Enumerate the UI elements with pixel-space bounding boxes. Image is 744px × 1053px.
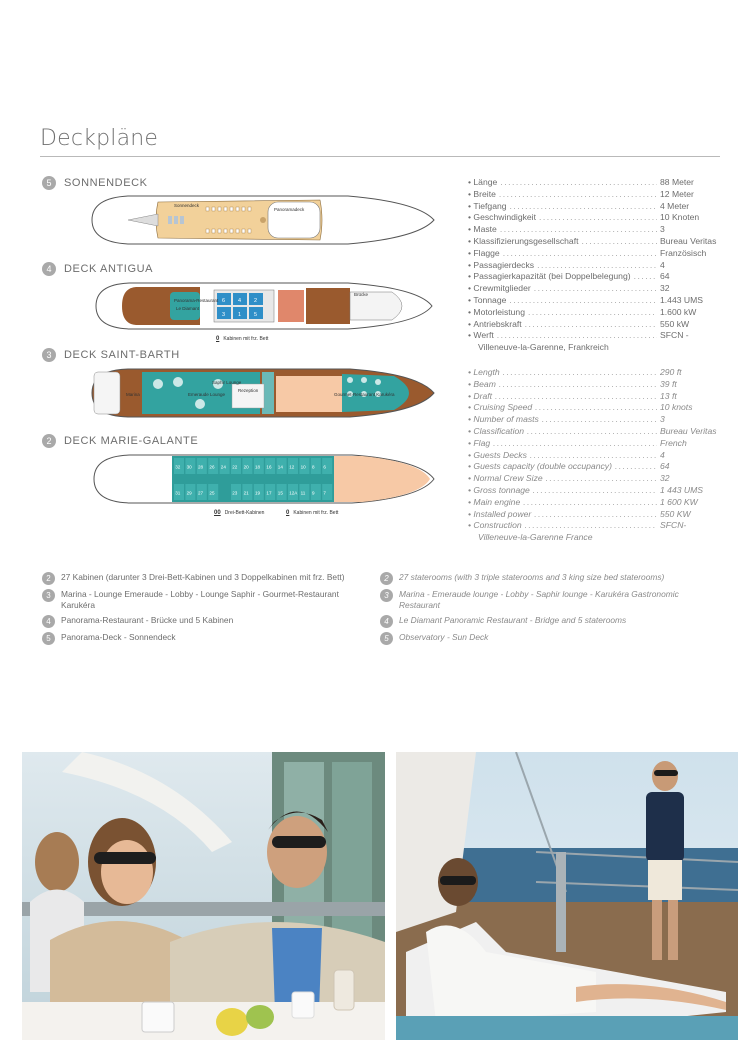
cabin-number: 12A: [289, 490, 298, 496]
spec-row: • Length ..... 290 ft: [468, 367, 720, 379]
spec-leader-dots: [499, 189, 657, 201]
deck-legend-english: [380, 572, 710, 649]
spec-row: • Guests Decks ..... 4: [468, 450, 720, 462]
spec-row: • Normal Crew Size ..... 32: [468, 473, 720, 485]
cabin-number: 9: [312, 490, 315, 496]
cabin-number: 30: [186, 464, 192, 470]
legend-text: Marina - Lounge Emeraude - Lobby - Lounge Saphir - Gourmet-Restaurant Karukéra: [61, 589, 339, 610]
deck4-legend: [216, 336, 268, 342]
spec-value: 550 KW: [660, 508, 691, 519]
legend-item: [380, 632, 710, 645]
spec-value: 64: [660, 271, 670, 282]
legend-deck-number: 3: [42, 589, 55, 602]
deck-number-badge: 4: [42, 262, 56, 276]
saphir-lounge-label: Saphir Lounge: [212, 380, 242, 385]
panorama-restaurant-label: Panorama-Restaurant: [174, 298, 219, 303]
spec-row: • Main engine ..... 1 600 KW: [468, 497, 720, 509]
spec-leader-dots: [525, 520, 657, 532]
spec-value: French: [660, 437, 687, 448]
legend-item: [42, 615, 358, 628]
spec-leader-dots: [615, 461, 657, 473]
spec-leader-dots: [530, 450, 657, 462]
spec-leader-dots: [499, 379, 657, 391]
spec-row: • Draft ..... 13 ft: [468, 391, 720, 403]
spec-value: 290 ft: [660, 367, 682, 377]
spec-value: Bureau Veritas: [660, 425, 717, 436]
reception-label: Rezeption: [238, 388, 259, 393]
legend-mark: 00: [214, 510, 221, 516]
legend-text: Le Diamant Panoramic Restaurant - Bridge and 5 staterooms: [399, 615, 627, 625]
deck-number-badge: 2: [42, 434, 56, 448]
cabin-number: 20: [243, 464, 249, 470]
cabin-number: 29: [186, 490, 192, 496]
spec-row: • Construction ..... SFCN-: [468, 520, 720, 532]
deck-name: SONNENDECK: [64, 177, 148, 189]
cabin-number: 12: [289, 464, 295, 470]
spec-label: Passagierkapazität (bei Doppelbelegung): [473, 271, 631, 282]
spec-row: • Gross tonnage ..... 1 443 UMS: [468, 485, 720, 497]
spec-leader-dots: [525, 319, 657, 331]
cabin-number: 16: [266, 464, 272, 470]
spec-value: 4: [660, 259, 665, 270]
deck-legend-german: [42, 572, 358, 649]
cabin-number: 2: [254, 298, 258, 304]
cabin-number: 26: [209, 464, 215, 470]
spec-value: SFCN -: [660, 330, 689, 341]
legend-mark: 0: [216, 336, 220, 342]
spec-value: 1 443 UMS: [660, 484, 703, 495]
spec-leader-dots: [510, 201, 657, 213]
cabin-number: 19: [255, 490, 261, 496]
spec-label: Guests Decks: [473, 449, 527, 460]
spec-label: Passagierdecks: [473, 259, 535, 270]
cabin-number: 15: [277, 490, 283, 496]
spec-leader-dots: [527, 426, 657, 438]
spec-leader-dots: [509, 295, 657, 307]
spec-value: SFCN-: [660, 520, 687, 531]
spec-leader-dots: [546, 473, 657, 485]
spec-leader-dots: [497, 330, 657, 342]
spec-label: Construction: [473, 520, 522, 531]
spec-row: • Flag ..... French: [468, 438, 720, 450]
spec-value: 1 600 KW: [660, 496, 698, 507]
gourmet-restaurant-label: Gourmet-Restaurant Karukéra: [334, 392, 395, 397]
spec-row: • Werft ..... SFCN -: [468, 330, 720, 342]
spec-row: • Motorleistung ..... 1.600 kW: [468, 307, 720, 319]
cabin-number: 21: [243, 490, 249, 496]
spec-row: • Maste ..... 3: [468, 224, 720, 236]
spec-value: 88 Meter: [660, 177, 694, 187]
emeraude-lounge-label: Emeraude Lounge: [188, 392, 226, 397]
cabin-number: 6: [323, 464, 326, 470]
panoramadeck-label: Panoramadeck: [274, 207, 305, 212]
legend-text: Panorama-Deck - Sonnendeck: [61, 632, 176, 642]
legend-deck-number: 4: [380, 615, 393, 628]
spec-value: 13 ft: [660, 390, 677, 401]
deck-name: DECK SAINT-BARTH: [64, 349, 180, 361]
spec-row: • Geschwindigkeit ..... 10 Knoten: [468, 212, 720, 224]
spec-row: • Cruising Speed ..... 10 knots: [468, 402, 720, 414]
spec-value: 4 Meter: [660, 200, 690, 211]
deck-number-badge: 5: [42, 176, 56, 190]
specs-german: [468, 177, 720, 354]
spec-row: • Tonnage ..... 1.443 UMS: [468, 295, 720, 307]
spec-label: Cruising Speed: [473, 402, 533, 413]
spec-value: Französisch: [660, 247, 707, 258]
spec-leader-dots: [493, 438, 657, 450]
spec-row: • Crewmitglieder ..... 32: [468, 283, 720, 295]
spec-continuation: Villeneuve-la-Garenne, Frankreich: [478, 342, 609, 353]
spec-value: 12 Meter: [660, 188, 694, 199]
spec-row: • Classification ..... Bureau Veritas: [468, 426, 720, 438]
deck-plan-marie-galante: [90, 452, 436, 506]
legend-item: [42, 589, 358, 611]
deck-heading-5: [42, 176, 148, 190]
spec-leader-dots: [582, 236, 658, 248]
photo-couple-dining: [22, 752, 385, 1040]
legend-deck-number: 5: [380, 632, 393, 645]
legend-deck-number: 5: [42, 632, 55, 645]
deck-heading-2: [42, 434, 198, 448]
spec-row: • Klassifizierungsgesellschaft ..... Bureau Veritas: [468, 236, 720, 248]
spec-label: Normal Crew Size: [473, 473, 543, 484]
deck-heading-4: [42, 262, 153, 276]
cabin-number: 28: [198, 464, 204, 470]
spec-label: Antriebskraft: [473, 318, 522, 329]
deck-heading-3: [42, 348, 180, 362]
cabin-number: 23: [232, 490, 238, 496]
cabin-number: 1: [238, 312, 242, 318]
spec-label: Installed power: [473, 508, 532, 519]
page-title: Deckpläne: [40, 126, 159, 151]
spec-leader-dots: [523, 497, 657, 509]
title-divider: [40, 156, 720, 157]
legend-text: 27 staterooms (with 3 triple staterooms and 3 king size bed staterooms): [399, 572, 665, 582]
deck2-legend-french-bed: [286, 510, 338, 516]
spec-label: Flagge: [473, 247, 500, 258]
spec-label: Werft: [473, 330, 494, 341]
spec-row: • Guests capacity (double occupancy) ..... 64: [468, 461, 720, 473]
spec-value: 32: [660, 473, 670, 484]
cabin-number: 3: [222, 312, 226, 318]
spec-row: • Flagge ..... Französisch: [468, 248, 720, 260]
cabin-number: 10: [300, 464, 306, 470]
spec-label: Number of masts: [473, 414, 539, 425]
spec-value: 64: [660, 461, 670, 472]
spec-label: Length: [473, 367, 500, 377]
legend-text: 27 Kabinen (darunter 3 Drei-Bett-Kabinen und 3 Doppelkabinen mit frz. Bett): [61, 572, 345, 582]
spec-value: 1.443 UMS: [660, 294, 703, 305]
cabin-number: 25: [209, 490, 215, 496]
spec-value: 3: [660, 414, 665, 425]
le-diamant-label: Le Diamant: [176, 306, 200, 311]
spec-label: Draft: [473, 390, 493, 401]
spec-label: Motorleistung: [473, 306, 525, 317]
cabin-number: 11: [300, 490, 306, 496]
deck-plan-sonnendeck: [88, 192, 436, 248]
photo-deck-lounging: [396, 752, 738, 1040]
spec-row: • Beam ..... 39 ft: [468, 379, 720, 391]
legend-text: Panorama-Restaurant - Brücke und 5 Kabinen: [61, 615, 234, 625]
spec-label: Tiefgang: [473, 200, 507, 211]
legend-item: [380, 589, 710, 611]
spec-value: 4: [660, 449, 665, 460]
cabin-number: 6: [222, 298, 226, 304]
spec-value: 1.600 kW: [660, 306, 697, 317]
legend-text: Kabinen mit frz. Bett: [293, 510, 339, 516]
spec-row: • Antriebskraft ..... 550 kW: [468, 319, 720, 331]
spec-leader-dots: [534, 283, 657, 295]
spec-continuation: Villeneuve-la-Garenne France: [478, 532, 593, 543]
legend-text: Marina - Emeraude lounge - Lobby - Saphir lounge - Karukéra Gastronomic Restaurant: [399, 589, 679, 610]
spec-leader-dots: [534, 509, 657, 521]
spec-row: • Passagierkapazität (bei Doppelbelegung) ..... 64: [468, 271, 720, 283]
spec-label: Flag: [473, 437, 491, 448]
deck-number-badge: 3: [42, 348, 56, 362]
spec-leader-dots: [533, 485, 657, 497]
spec-leader-dots: [528, 307, 657, 319]
legend-deck-number: 3: [380, 589, 393, 602]
spec-leader-dots: [542, 414, 657, 426]
cabin-number: 24: [220, 464, 226, 470]
legend-deck-number: 2: [380, 572, 393, 585]
spec-label: Classification: [473, 425, 525, 436]
legend-text: Drei-Bett-Kabinen: [224, 510, 265, 516]
cabin-number: 31: [175, 490, 181, 496]
sonnendeck-label: Sonnendeck: [174, 203, 200, 208]
spec-label: Klassifizierungsgesellschaft: [473, 235, 579, 246]
spec-leader-dots: [539, 212, 657, 224]
legend-text: Kabinen mit frz. Bett: [223, 336, 269, 342]
spec-label: Geschwindigkeit: [473, 212, 536, 223]
legend-item: [42, 632, 358, 645]
legend-text: Observatory - Sun Deck: [399, 632, 489, 642]
deck-name: DECK ANTIGUA: [64, 263, 154, 275]
spec-label: Main engine: [473, 496, 521, 507]
spec-label: Beam: [473, 378, 496, 389]
spec-value: 550 kW: [660, 318, 690, 329]
cabin-number: 14: [277, 464, 283, 470]
deck-plan-saint-barth: [88, 366, 436, 420]
spec-value: 39 ft: [660, 378, 677, 389]
cabin-number: 32: [175, 464, 181, 470]
cabin-number: 4: [238, 298, 242, 304]
spec-row: • Number of masts ..... 3: [468, 414, 720, 426]
spec-row: • Breite ..... 12 Meter: [468, 189, 720, 201]
legend-deck-number: 2: [42, 572, 55, 585]
legend-item: [380, 615, 710, 628]
spec-leader-dots: [503, 367, 657, 379]
cabin-number: 8: [312, 464, 315, 470]
spec-label: Breite: [473, 188, 496, 199]
spec-leader-dots: [634, 271, 657, 283]
spec-row: • Tiefgang ..... 4 Meter: [468, 201, 720, 213]
spec-row: • Länge ..... 88 Meter: [468, 177, 720, 189]
deck-name: DECK MARIE-GALANTE: [64, 435, 199, 447]
cabin-number: 7: [323, 490, 326, 496]
deck2-legend-triple: [214, 510, 264, 516]
spec-label: Tonnage: [473, 294, 507, 305]
spec-value: 10 knots: [660, 402, 693, 413]
spec-value: 10 Knoten: [660, 212, 700, 223]
spec-leader-dots: [500, 224, 657, 236]
specs-english: [468, 367, 720, 544]
spec-label: Länge: [473, 177, 498, 187]
spec-label: Gross tonnage: [473, 484, 530, 495]
legend-deck-number: 4: [42, 615, 55, 628]
spec-leader-dots: [535, 402, 657, 414]
spec-row: • Installed power ..... 550 KW: [468, 509, 720, 521]
cabin-number: 5: [254, 312, 258, 318]
spec-label: Guests capacity (double occupancy): [473, 461, 612, 472]
cabin-number: 18: [255, 464, 261, 470]
spec-leader-dots: [500, 177, 657, 189]
legend-item: [42, 572, 358, 585]
spec-value: 32: [660, 283, 670, 294]
spec-value: Bureau Veritas: [660, 235, 717, 246]
spec-label: Maste: [473, 224, 497, 235]
cabin-number: 27: [198, 490, 204, 496]
bridge-label: Brücke: [354, 292, 369, 297]
legend-item: [380, 572, 710, 585]
spec-leader-dots: [503, 248, 657, 260]
marina-label: Marina: [126, 392, 140, 397]
spec-value: 3: [660, 224, 665, 235]
cabin-number: 22: [232, 464, 238, 470]
legend-mark: 0: [286, 510, 290, 516]
spec-label: Crewmitglieder: [473, 283, 531, 294]
cabin-number: 17: [266, 490, 272, 496]
spec-leader-dots: [495, 391, 657, 403]
spec-row: • Passagierdecks ..... 4: [468, 260, 720, 272]
deck-plan-antigua: [92, 280, 434, 332]
spec-leader-dots: [537, 260, 657, 272]
